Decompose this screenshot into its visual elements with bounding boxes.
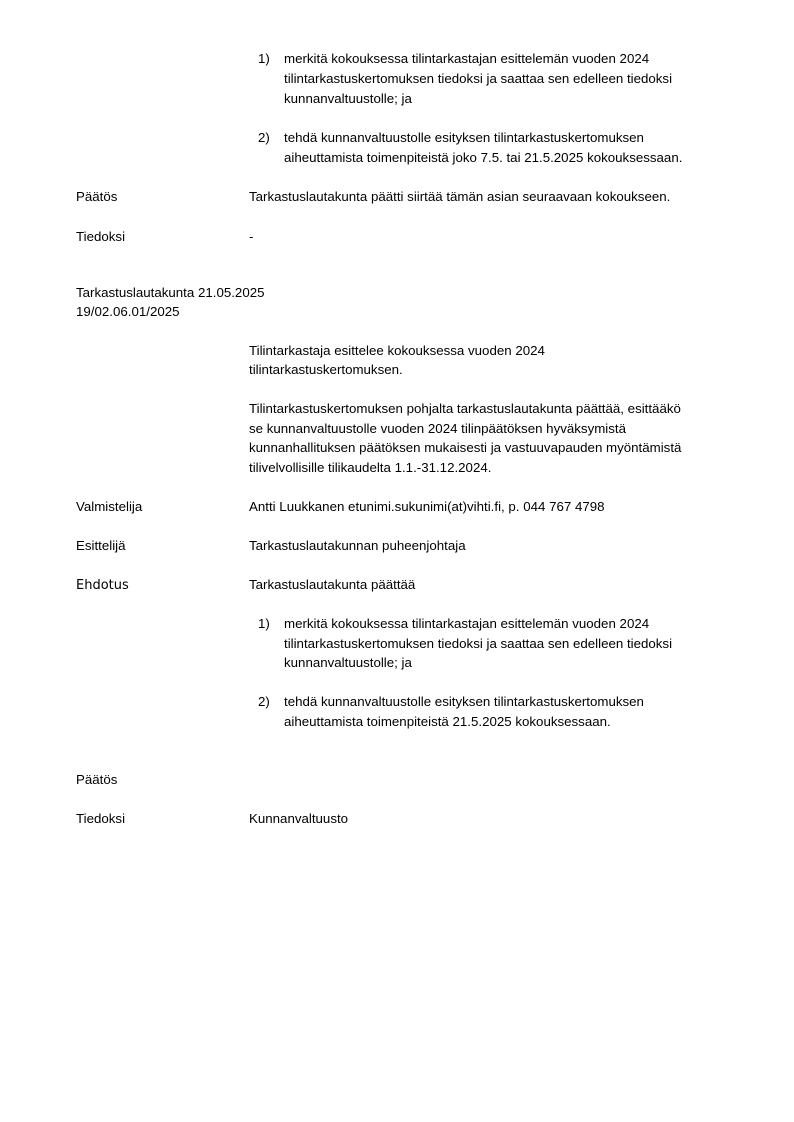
paragraph-line: se kunnanvaltuustolle vuoden 2024 tilinpäätöksen hyväksymistä: [249, 421, 626, 436]
paatos-label: Päätös: [76, 189, 118, 204]
valmistelija-text: Antti Luukkanen etunimi.sukunimi(at)vihti.fi, p. 044 767 4798: [249, 499, 605, 514]
case-reference: 19/02.06.01/2025: [76, 304, 180, 319]
paragraph-line: tilintarkastuskertomuksen.: [249, 362, 403, 377]
ehdotus-label: Ehdotus: [76, 578, 129, 593]
paragraph-line: kunnanhallituksen päätöksen mukaisesti ja vastuuvapauden myöntämistä: [249, 440, 682, 455]
list-item-line: tehdä kunnanvaltuustolle esityksen tilintarkastuskertomuksen: [284, 130, 644, 145]
tiedoksi-label: Tiedoksi: [76, 811, 126, 826]
list-number: 2): [258, 130, 270, 145]
paragraph-line: Tilintarkastaja esittelee kokouksessa vuoden 2024: [249, 343, 545, 358]
valmistelija-label: Valmistelija: [76, 499, 143, 514]
list-item-line: aiheuttamista toimenpiteistä joko 7.5. tai 21.5.2025 kokouksessaan.: [284, 150, 683, 165]
list-item-line: tilintarkastuskertomuksen tiedoksi ja saattaa sen edelleen tiedoksi: [284, 636, 673, 651]
list-item-line: tehdä kunnanvaltuustolle esityksen tilintarkastuskertomuksen: [284, 694, 644, 709]
list-item-line: merkitä kokouksessa tilintarkastajan esittelemän vuoden 2024: [284, 51, 650, 66]
meeting-heading: Tarkastuslautakunta 21.05.2025: [76, 285, 265, 300]
tiedoksi-label: Tiedoksi: [76, 229, 126, 244]
list-number: 2): [258, 694, 270, 709]
list-item-line: kunnanvaltuustolle; ja: [284, 91, 412, 106]
tiedoksi-text: -: [249, 229, 254, 244]
esittelija-label: Esittelijä: [76, 538, 126, 553]
paatos-text: Tarkastuslautakunta päätti siirtää tämän asian seuraavaan kokoukseen.: [249, 189, 671, 204]
paragraph-line: Tilintarkastuskertomuksen pohjalta tarkastuslautakunta päättää, esittääkö: [249, 401, 681, 416]
list-item-line: kunnanvaltuustolle; ja: [284, 655, 412, 670]
list-item-line: aiheuttamista toimenpiteistä 21.5.2025 kokouksessaan.: [284, 714, 611, 729]
list-item-line: merkitä kokouksessa tilintarkastajan esittelemän vuoden 2024: [284, 616, 650, 631]
tiedoksi-text: Kunnanvaltuusto: [249, 811, 349, 826]
ehdotus-text: Tarkastuslautakunta päättää: [249, 577, 416, 592]
list-item-line: tilintarkastuskertomuksen tiedoksi ja saattaa sen edelleen tiedoksi: [284, 71, 673, 86]
esittelija-text: Tarkastuslautakunnan puheenjohtaja: [249, 538, 466, 553]
list-number: 1): [258, 616, 270, 631]
paragraph-line: tilivelvollisille tilikaudelta 1.1.-31.12.2024.: [249, 460, 492, 475]
paatos-label: Päätös: [76, 772, 118, 787]
list-number: 1): [258, 51, 270, 66]
